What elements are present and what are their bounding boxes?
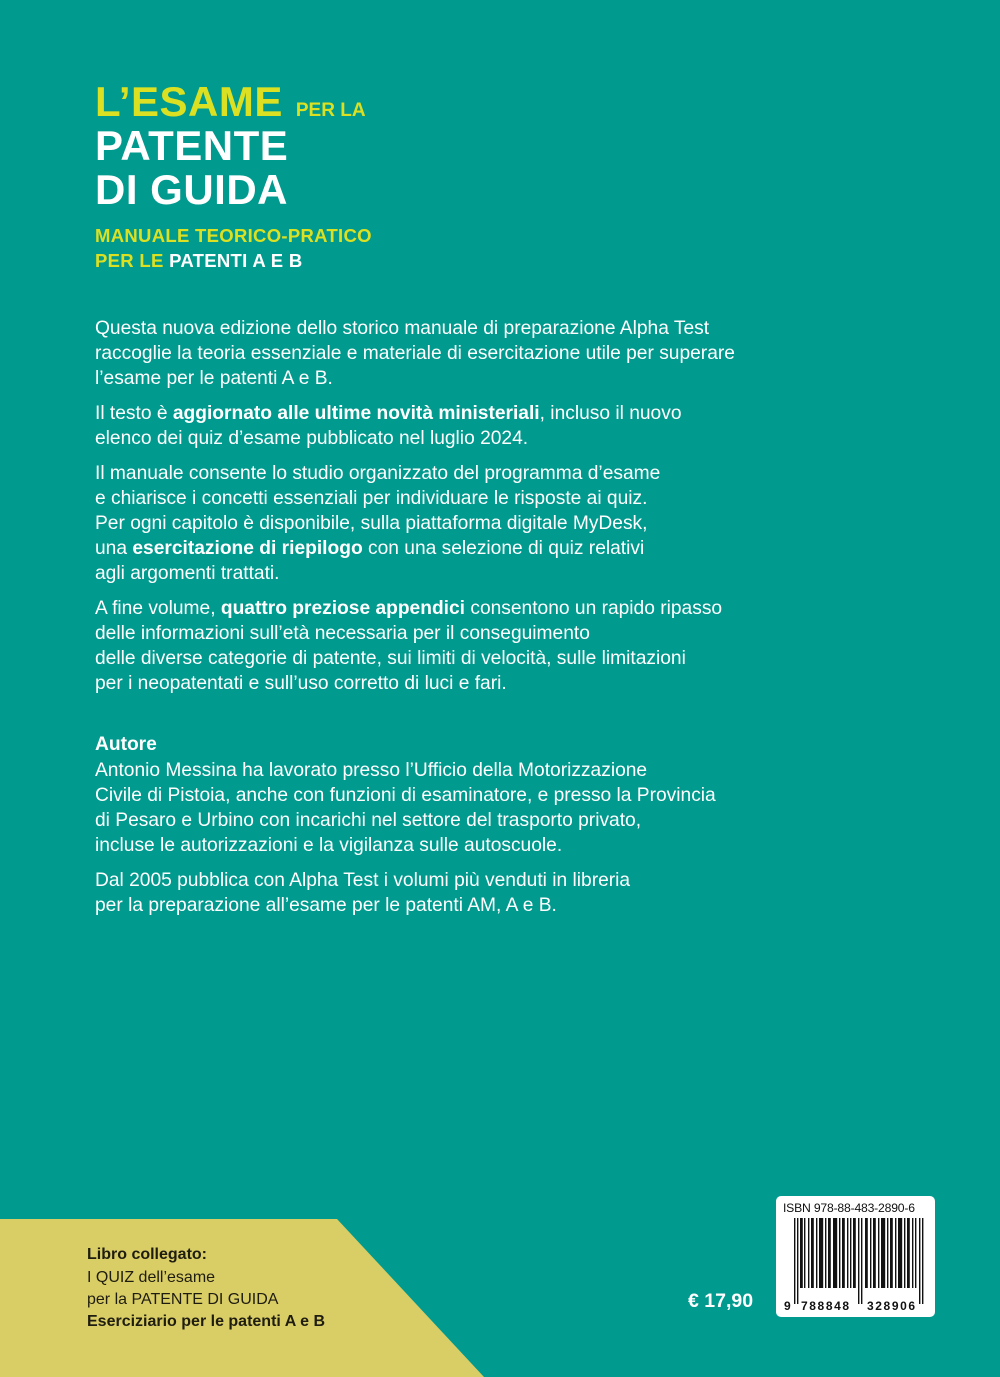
subtitle <box>95 223 372 273</box>
text-line: e chiarisce i concetti essenziali per individuare le risposte ai quiz. <box>95 488 648 509</box>
isbn-label: ISBN 978-88-483-2890-6 <box>783 1201 915 1215</box>
text-line: incluse le autorizzazioni e la vigilanza sulle autoscuole. <box>95 835 563 856</box>
title-block <box>95 80 372 273</box>
title-patente: PATENTE <box>95 122 289 169</box>
bold-highlight: quattro preziose appendici <box>220 598 466 619</box>
price: € 17,90 <box>688 1290 754 1312</box>
barcode-digit-first: 9 <box>784 1299 791 1313</box>
text-line: agli argomenti trattati. <box>95 563 280 584</box>
barcode-digits-right: 328906 <box>867 1299 917 1313</box>
text-line: Dal 2005 pubblica con Alpha Test i volumi più venduti in libreria <box>95 870 631 891</box>
title-line-1 <box>95 80 372 124</box>
description-paragraph-3 <box>95 461 855 586</box>
related-book-label: Libro collegato: <box>87 1246 207 1263</box>
text-line: delle informazioni sull’età necessaria per il conseguimento <box>95 623 590 644</box>
author-bio-paragraph-2 <box>95 868 855 918</box>
title-di-guida: DI GUIDA <box>95 166 288 213</box>
text-line: di Pesaro e Urbino con incarichi nel settore del trasporto privato, <box>95 810 642 831</box>
text-line <box>95 596 855 621</box>
text-line: delle diverse categorie di patente, sui limiti di velocità, sulle limitazioni <box>95 648 686 669</box>
text-line: Il manuale consente lo studio organizzato del programma d’esame <box>95 463 661 484</box>
description <box>95 316 855 706</box>
text-run: , incluso il nuovo <box>539 403 682 424</box>
text-run: A fine volume, <box>95 598 221 619</box>
text-line <box>95 401 855 426</box>
author-section <box>95 732 855 928</box>
barcode-digits <box>783 1299 928 1315</box>
text-run: Il testo è <box>95 403 173 424</box>
related-book-subtitle: Eserciziario per le patenti A e B <box>87 1313 326 1330</box>
text-line: per la preparazione all’esame per le patenti AM, A e B. <box>95 895 557 916</box>
subtitle-line-2 <box>95 248 372 273</box>
bold-highlight: esercitazione di riepilogo <box>132 538 363 559</box>
subtitle-patenti: PATENTI A E B <box>169 250 303 271</box>
subtitle-line-1: MANUALE TEORICO-PRATICO <box>95 225 372 246</box>
author-bio-paragraph-1 <box>95 758 855 858</box>
barcode-icon <box>783 1218 928 1304</box>
text-line: per i neopatentati e sull’uso corretto di luci e fari. <box>95 673 507 694</box>
related-book-title-line-1: I QUIZ dell’esame <box>87 1269 216 1286</box>
title-per-la: PER LA <box>295 100 366 121</box>
text-line: l’esame per le patenti A e B. <box>95 368 333 389</box>
related-book <box>87 1244 325 1333</box>
text-line: raccoglie la teoria essenziale e materiale di esercitazione utile per superare <box>95 343 735 364</box>
isbn-barcode <box>776 1196 935 1317</box>
author-heading: Autore <box>95 734 157 755</box>
text-line: Questa nuova edizione dello storico manuale di preparazione Alpha Test <box>95 318 710 339</box>
text-run: consentono un rapido ripasso <box>465 598 723 619</box>
title-esame: L’ESAME <box>95 78 283 125</box>
text-line <box>95 536 855 561</box>
description-paragraph-4 <box>95 596 855 696</box>
description-paragraph-2 <box>95 401 855 451</box>
bold-highlight: aggiornato alle ultime novità ministeriali <box>172 403 540 424</box>
barcode-digits-left: 788848 <box>801 1299 851 1313</box>
subtitle-per-le: PER LE <box>95 250 164 271</box>
description-paragraph-1 <box>95 316 855 391</box>
text-line: Antonio Messina ha lavorato presso l’Ufficio della Motorizzazione <box>95 760 648 781</box>
text-run: con una selezione di quiz relativi <box>362 538 645 559</box>
text-run: una <box>95 538 133 559</box>
text-line: Per ogni capitolo è disponibile, sulla piattaforma digitale MyDesk, <box>95 513 648 534</box>
text-line: Civile di Pistoia, anche con funzioni di esaminatore, e presso la Provincia <box>95 785 716 806</box>
related-book-title-line-2: per la PATENTE DI GUIDA <box>87 1291 279 1308</box>
text-line: elenco dei quiz d’esame pubblicato nel luglio 2024. <box>95 428 529 449</box>
